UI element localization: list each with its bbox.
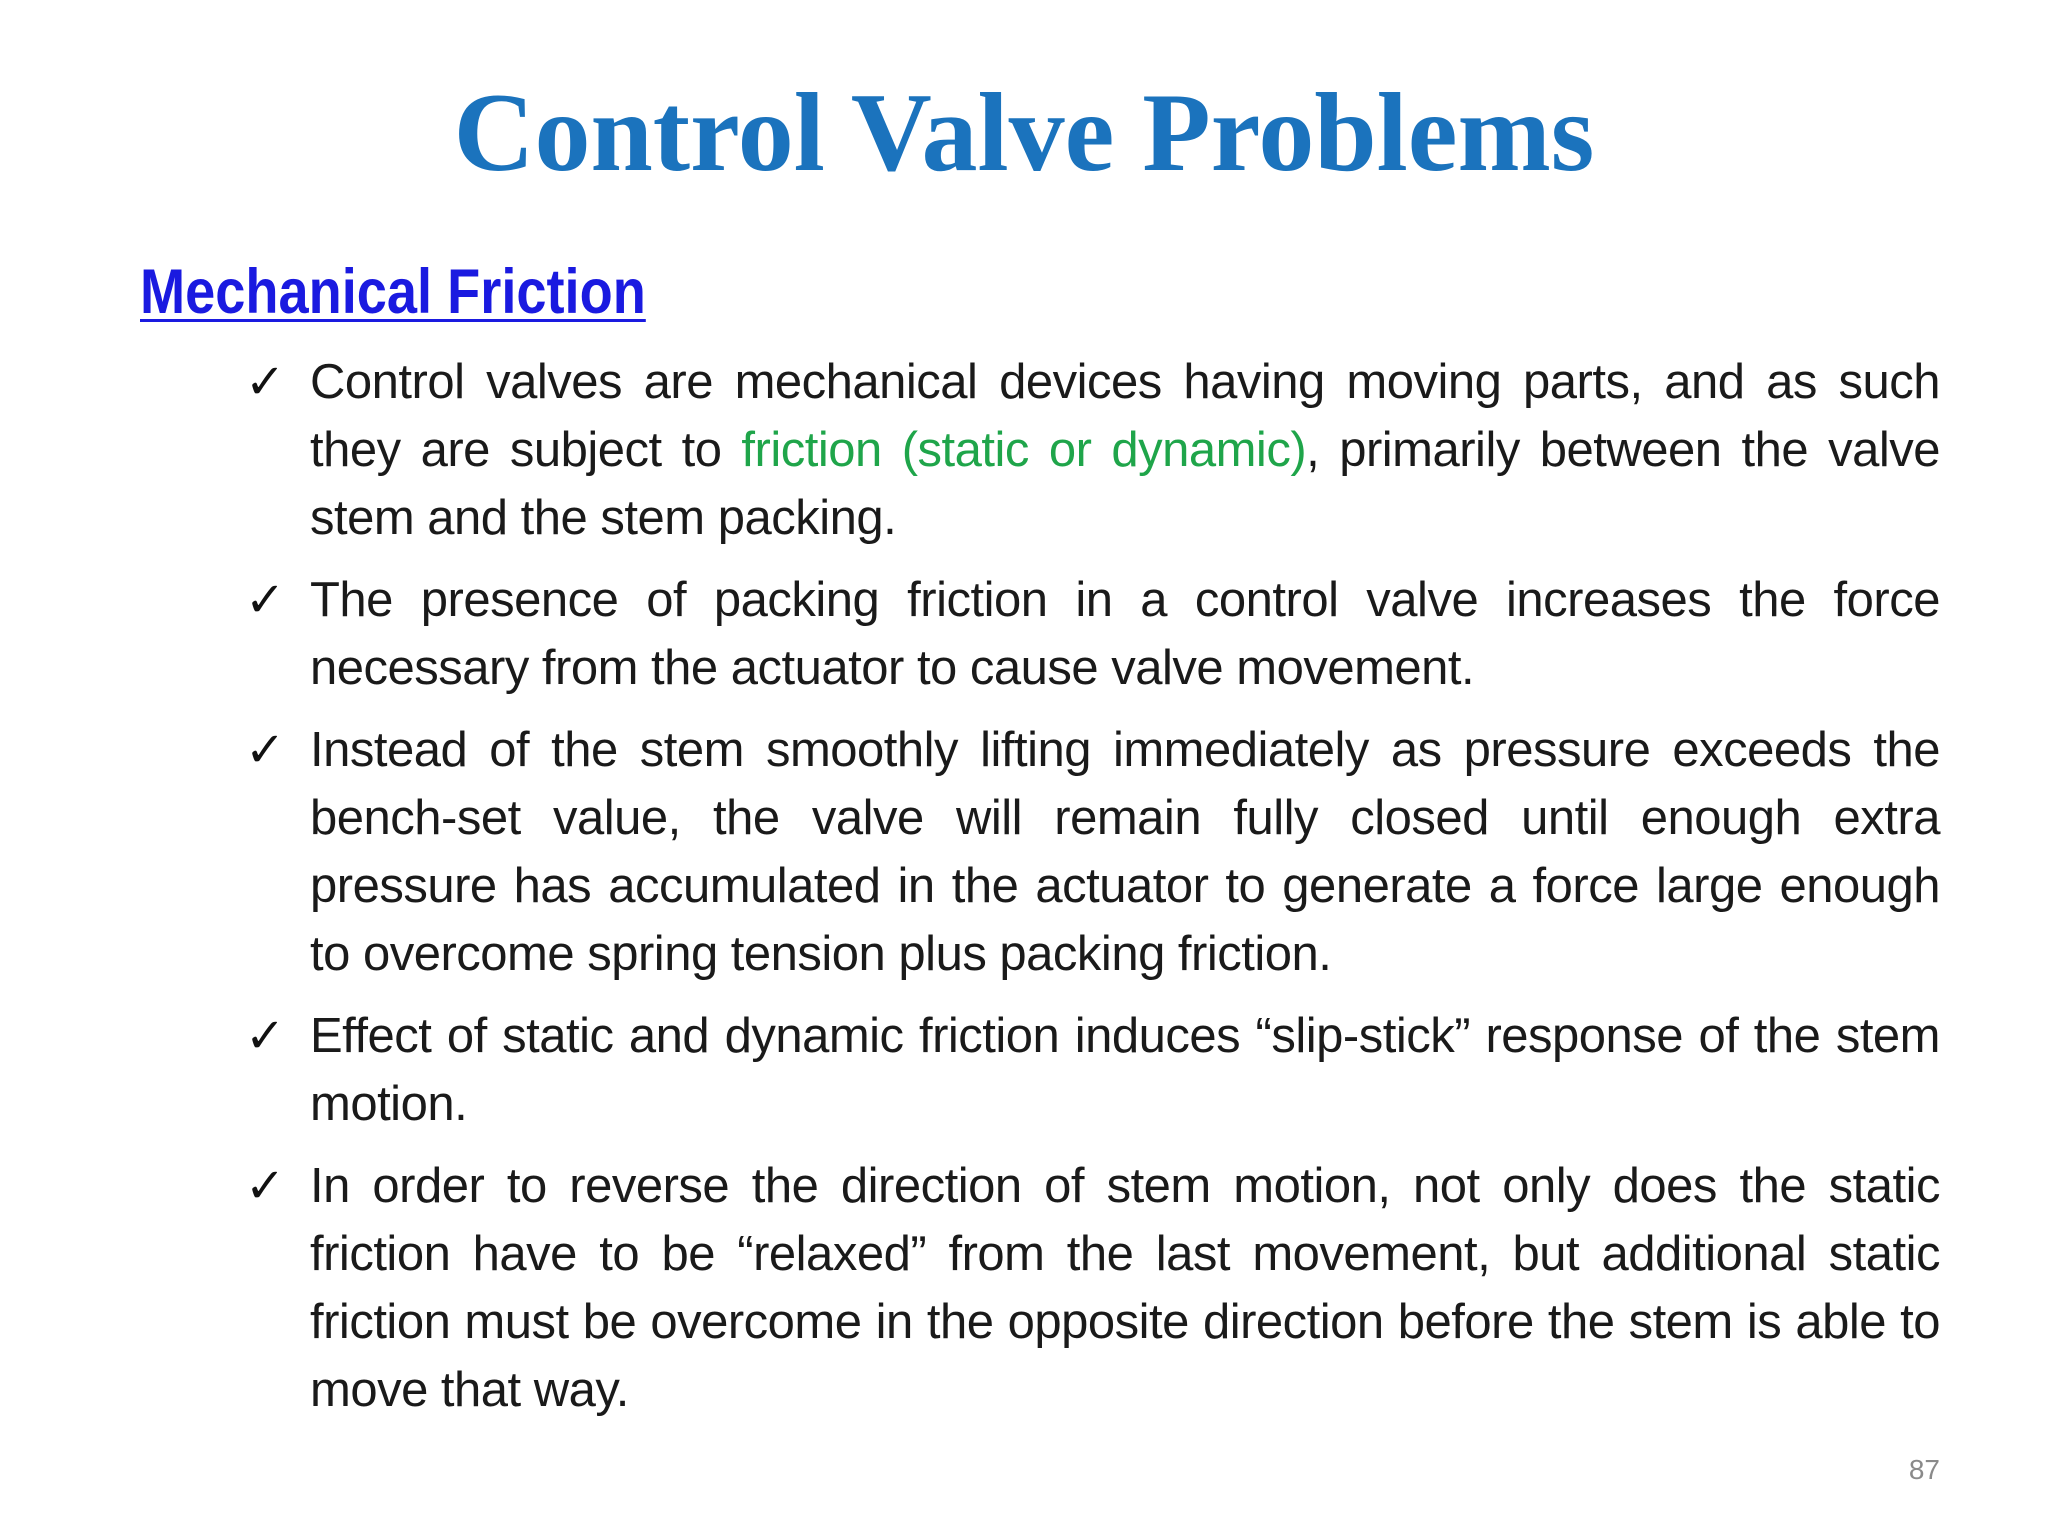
bullet-item xyxy=(245,1002,1940,1138)
bullet-text: The presence of packing friction in a control valve increases the force necessary from the actuator to cause valve movement. xyxy=(310,573,1940,695)
page-number: 87 xyxy=(1908,1454,1940,1485)
bullet-text: In order to reverse the direction of stem motion, not only does the static friction have to be “relaxed” from the last movement, but additional static friction must be overcome in the opposite direction before the stem is able to move that way. xyxy=(310,1159,1940,1417)
bullet-item xyxy=(245,348,1940,552)
checkmark-icon: ✓ xyxy=(245,1158,285,1214)
checkmark-icon: ✓ xyxy=(245,722,285,778)
bullet-item xyxy=(245,566,1940,702)
bullet-item xyxy=(245,716,1940,988)
bullet-text: Instead of the stem smoothly lifting immediately as pressure exceeds the bench-set value, the valve will remain fully closed until enough extra pressure has accumulated in the actuator to generate a force large enough to overcome spring tension plus packing friction. xyxy=(310,723,1940,981)
bullet-text: Effect of static and dynamic friction induces “slip-stick” response of the stem motion. xyxy=(310,1009,1940,1131)
bullet-item xyxy=(245,1152,1940,1424)
checkmark-icon: ✓ xyxy=(245,572,285,628)
checkmark-icon: ✓ xyxy=(245,354,285,410)
bullet-text: , primarily between the valve stem and the stem packing. xyxy=(310,423,1940,545)
checkmark-icon: ✓ xyxy=(245,1008,285,1064)
section-heading-mechanical-friction[interactable]: Mechanical Friction xyxy=(140,257,646,327)
highlighted-text: friction (static or dynamic) xyxy=(741,423,1307,477)
slide-title: Control Valve Problems xyxy=(453,71,1595,195)
bullet-text: Control valves are mechanical devices having moving parts, and as such they are subject to xyxy=(310,355,1940,477)
bullet-list xyxy=(245,348,1940,1438)
